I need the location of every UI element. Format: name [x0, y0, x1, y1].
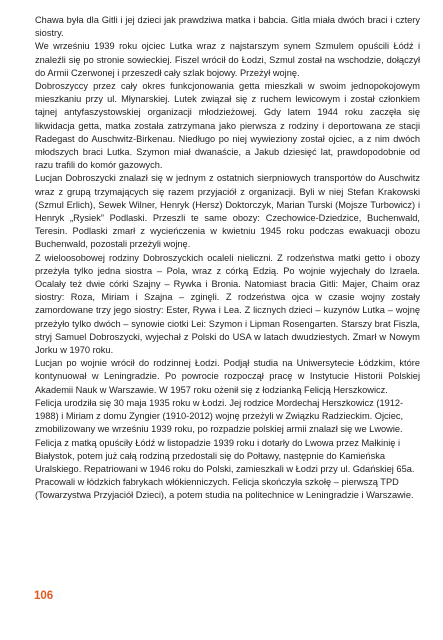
paragraph-ghetto: Dobroszyccy przez cały okres funkcjonowania getta mieszkali w swoim jednopokojowym mieszkaniu przy ul. Młynarskiej. Lutek związał się z ruchem lewicowym i został członkiem tajnej antyfaszystowskiej organizacji młodzieżowej. Gdy latem 1944 roku zaczęła się likwidacja getta, matka została zatrzymana jako pierwsza z rodziny i deportowana ze stacji Radegast do Auschwitz-Birkenau. Niedługo po niej wywieziony został ojciec, a z nim dwóch młodszych braci Lutka. Szymon miał dwanaście, a Jakub dziesięć lat, prawdopodobnie od razu trafili do komór gazowych.	[35, 81, 420, 171]
paragraph-postwar: Lucjan po wojnie wrócił do rodzinnej Łodzi. Podjął studia na Uniwersytecie Łódzkim, które kontynuował w Leningradzie. Po powrocie rozpoczął pracę w Instytucie Historii Polskiej Akademii Nauk w Warszawie. W 1957 roku ożenił się z łodzianką Felicją Herszkowicz.	[35, 358, 420, 395]
document-body	[35, 14, 420, 503]
paragraph-felicja: Felicja urodziła się 30 maja 1935 roku w Łodzi. Jej rodzice Mordechaj Herszkowicz (1912-1988) i Miriam z domu Zyngier (1910-2012) wojnę przeżyli w Związku Radzieckim. Ojciec, zmobilizowany we wrześniu 1939 roku, po rozpadzie polskiej armii znalazł się we Lwowie. Felicja z matką opuściły Łódź w listopadzie 1939 roku i dotarły do Lwowa przez Małkinię i Białystok, potem już całą rodziną przedostali się do Połtawy, następnie do Kamieńska Uralskiego. Repatriowani w 1946 roku do Polski, zamieszkali w Łodzi przy ul. Gdańskiej 65a. Pracowali w łódzkich fabrykach włókienniczych. Felicja skończyła szkołę – pierwszą TPD (Towarzystwa Przyjaciół Dzieci), a potem studia na politechnice w Leningradzie i Warszawie.	[35, 397, 415, 501]
paragraph-chawa: Chawa była dla Gitli i jej dzieci jak prawdziwa matka i babcia. Gitla miała dwóch braci i cztery siostry.	[35, 15, 420, 39]
paragraph-survivors: Z wieloosobowej rodziny Dobroszyckich ocaleli nieliczni. Z rodzeństwa matki getto i obozy przeżyła tylko jedna siostra – Pola, wraz z córką Edzią. Po wojnie wyjechały do Izraela. Ocalały też dwie córki Szajny – Rywka i Bronia. Natomiast bracia Gitli: Majer, Chaim oraz siostry: Roza, Miriam i Szajna – zginęli. Z rodzeństwa ojca w czasie wojny zostały zamordowane trzy jego siostry: Ester, Rywa i Lea. Z licznych dzieci – kuzynów Lutka – wojnę przeżyło tylko dwóch – synowie ciotki Lei: Szymon i Lipman Rosengarten. Starszy brat Fiszla, stryj Samuel Dobroszycki, wyjechał z Polski do USA w latach dwudziestych. Zmarł w Nowym Jorku w 1970 roku.	[35, 252, 420, 356]
page-number: 106	[34, 590, 54, 602]
paragraph-september-1939: We wrześniu 1939 roku ojciec Lutka wraz z najstarszym synem Szmulem opuścili Łódź i znaleźli się po stronie sowieckiej. Fiszel wrócił do Łodzi, Szmul został na wschodzie, dołączył do Armii Czerwonej i przeszedł cały szlak bojowy. Przeżył wojnę.	[35, 41, 420, 78]
paragraph-auschwitz-transport: Lucjan Dobroszycki znalazł się w jednym z ostatnich sierpniowych transportów do Auschwitz wraz z grupą trzymających się razem przyjaciół z organizacji. Byli w niej Stefan Krakowski (Szmul Erlich), Sewek Wilner, Henryk (Hersz) Doktorczyk, Marian Turski (Mojsze Turbowicz) i Henryk „Rysiek” Podlaski. Przeszli te same obozy: Czechowice-Dziedzice, Buchenwald, Teresin. Podlaski zmarł z wycieńczenia w kwietniu 1945 roku podczas ewakuacji obozu Buchenwald, pozostali przeżyli wojnę.	[35, 173, 420, 250]
